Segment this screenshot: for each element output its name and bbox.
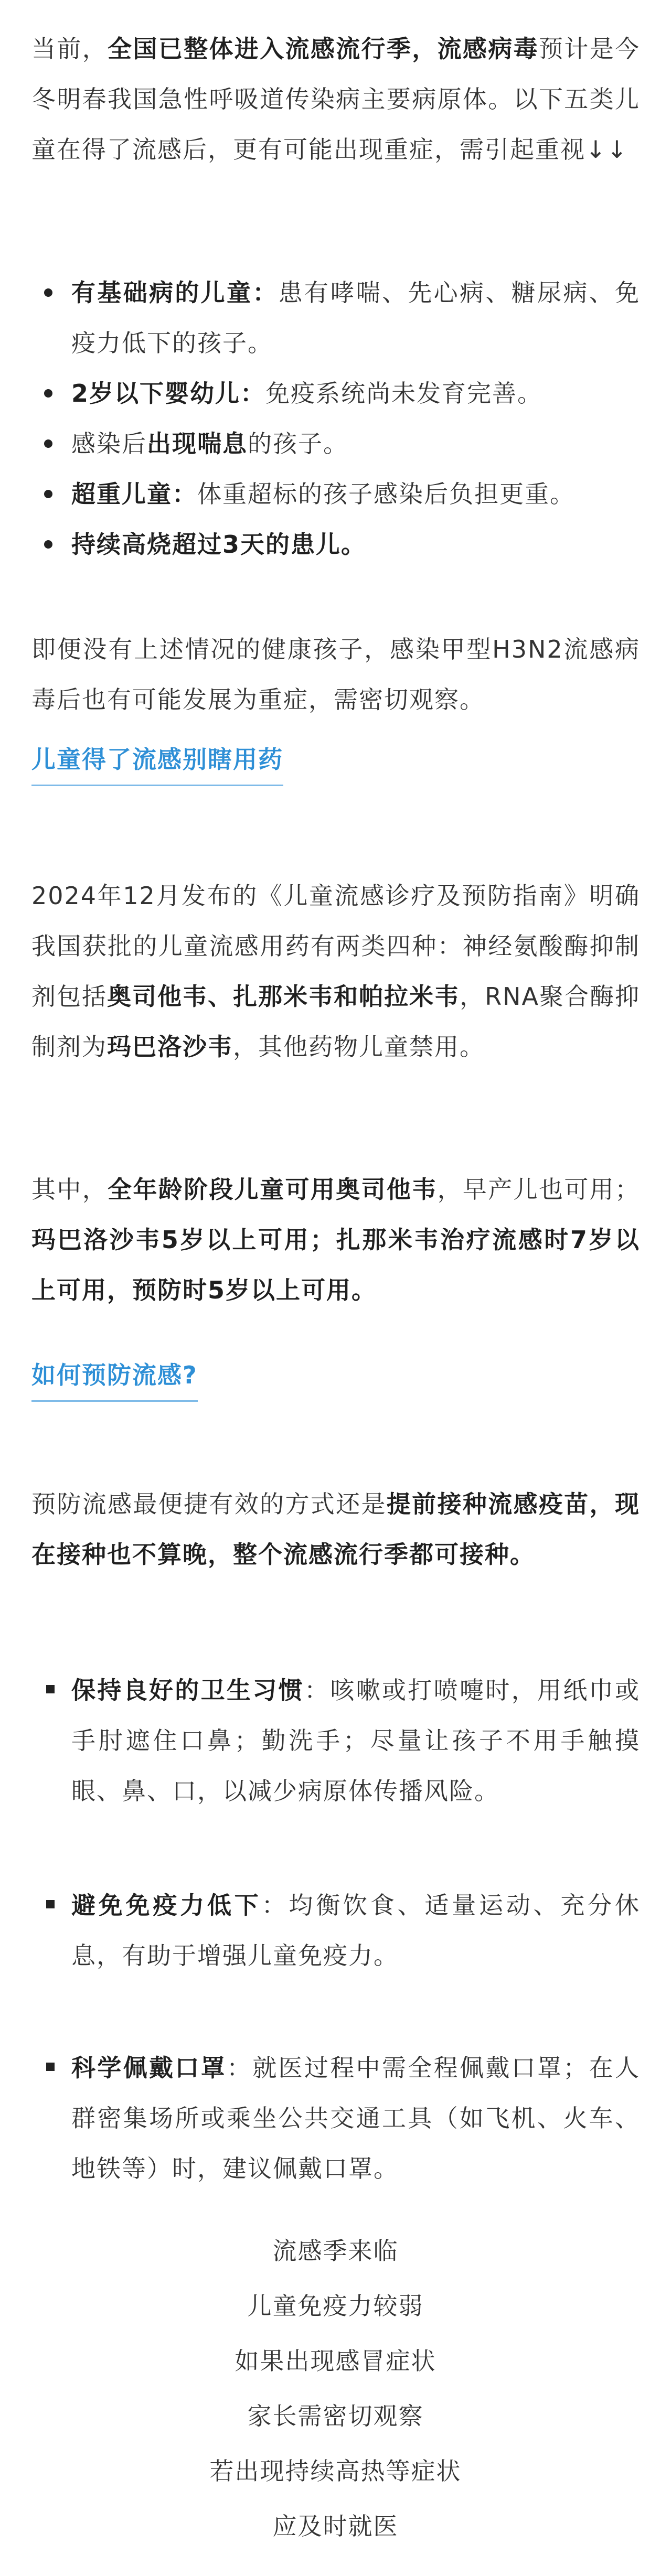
list-item	[31, 418, 640, 469]
intro-text-1: 当前，	[31, 35, 108, 63]
guide-bold-2: 玛巴洛沙韦	[107, 1033, 233, 1061]
risk-list	[31, 267, 640, 570]
bullet-dot-icon	[44, 288, 52, 297]
list-item	[31, 267, 640, 368]
age-paragraph	[31, 1164, 640, 1315]
tip-bold: 科学佩戴口罩	[71, 2054, 227, 2082]
prevent-text-1: 预防流感最便捷有效的方式还是	[31, 1490, 387, 1518]
list-item-bold: 超重儿童：	[71, 480, 197, 508]
bullet-square-icon	[46, 1900, 55, 1908]
bullet-square-icon	[46, 1685, 55, 1693]
guide-text-3: ，其他药物儿童禁用。	[233, 1033, 485, 1061]
bullet-dot-icon	[44, 540, 52, 549]
list-item	[31, 1880, 640, 1981]
list-item-text: 免疫系统尚未发育完善。	[265, 379, 543, 407]
age-text-2: ，早产儿也可用；	[437, 1175, 641, 1204]
prevent-bold-1: 提前接种流感疫苗，现在接种也不算晚，整个流感流行季都可接种。	[31, 1490, 641, 1569]
guide-bold-1: 奥司他韦、扎那米韦和帕拉米韦	[107, 982, 460, 1011]
section-heading-prevention: 如何预防流感?	[31, 1359, 198, 1402]
age-bold-1: 全年龄阶段儿童可用奥司他韦	[108, 1175, 438, 1204]
list-item	[31, 368, 640, 418]
bullet-dot-icon	[44, 439, 52, 448]
list-item-bold: 持续高烧超过3天的患儿。	[71, 530, 367, 559]
tips-list-mask	[31, 2043, 640, 2194]
section-heading-medication: 儿童得了流感别瞎用药	[31, 744, 283, 786]
tip-text: ：就医过程中需全程佩戴口罩；在人群密集场所或乘坐公共交通工具（如飞机、火车、地铁等）时，建议佩戴口罩。	[71, 2054, 640, 2183]
list-item-prefix: 感染后	[71, 430, 147, 458]
list-item	[31, 2043, 640, 2194]
closing-line: 若出现持续高热等症状	[209, 2457, 462, 2485]
tips-list-hygiene	[31, 1665, 640, 1816]
bullet-dot-icon	[44, 389, 52, 398]
closing-line: 应及时就医	[272, 2512, 399, 2540]
prevent-paragraph	[31, 1479, 640, 1580]
intro-paragraph	[31, 24, 640, 175]
intro-bold-1: 全国已整体进入流感流行季，	[108, 35, 438, 63]
guide-paragraph	[31, 871, 640, 1072]
guide-text-2: ，RNA聚合酶抑制剂为	[31, 982, 641, 1061]
intro-text-2: 预计是今冬明春我国急性呼吸道传染病主要病原体。以下五类儿童在得了流感后，更有可能出现重症，需引起重视↓↓	[31, 35, 641, 164]
age-text-1: 其中，	[31, 1175, 108, 1204]
list-item	[31, 1665, 640, 1816]
tip-text: ：咳嗽或打喷嚏时，用纸巾或手肘遮住口鼻；勤洗手；尽量让孩子不用手触摸眼、鼻、口，以减少病原体传播风险。	[71, 1676, 641, 1805]
h3n2-paragraph: 即便没有上述情况的健康孩子，感染甲型H3N2流感病毒后也有可能发展为重症，需密切观察。	[31, 635, 640, 714]
bullet-square-icon	[46, 2063, 55, 2071]
closing-line: 儿童免疫力较弱	[247, 2292, 424, 2320]
closing-line: 家长需密切观察	[247, 2402, 424, 2430]
age-bold-2: 玛巴洛沙韦5岁以上可用；扎那米韦治疗流感时7岁以上可用，预防时5岁以上可用。	[31, 1226, 640, 1304]
tip-text: ：均衡饮食、适量运动、充分休息，有助于增强儿童免疫力。	[71, 1891, 641, 1970]
tip-bold: 避免免疫力低下	[71, 1891, 262, 1919]
list-item-text: 体重超标的孩子感染后负担更重。	[197, 480, 575, 508]
closing-line: 流感季来临	[272, 2237, 399, 2265]
tip-bold: 保持良好的卫生习惯	[71, 1676, 304, 1704]
list-item	[31, 469, 640, 519]
bullet-dot-icon	[44, 490, 52, 498]
list-item	[31, 519, 640, 570]
closing-line: 如果出现感冒症状	[235, 2347, 436, 2375]
list-item-text: 的孩子。	[248, 430, 348, 458]
tips-list-immunity	[31, 1880, 640, 1981]
intro-bold-2: 流感病毒	[437, 35, 539, 63]
list-item-text: 患有哮喘、先心病、糖尿病、免疫力低下的孩子。	[71, 278, 641, 357]
list-item-bold: 出现喘息	[147, 430, 248, 458]
list-item-bold: 有基础病的儿童：	[71, 278, 279, 307]
list-item-bold: 2岁以下婴幼儿：	[71, 379, 266, 407]
guide-text-1: 2024年12月发布的《儿童流感诊疗及预防指南》明确我国获批的儿童流感用药有两类四种：神经氨酸酶抑制剂包括	[31, 882, 640, 1011]
